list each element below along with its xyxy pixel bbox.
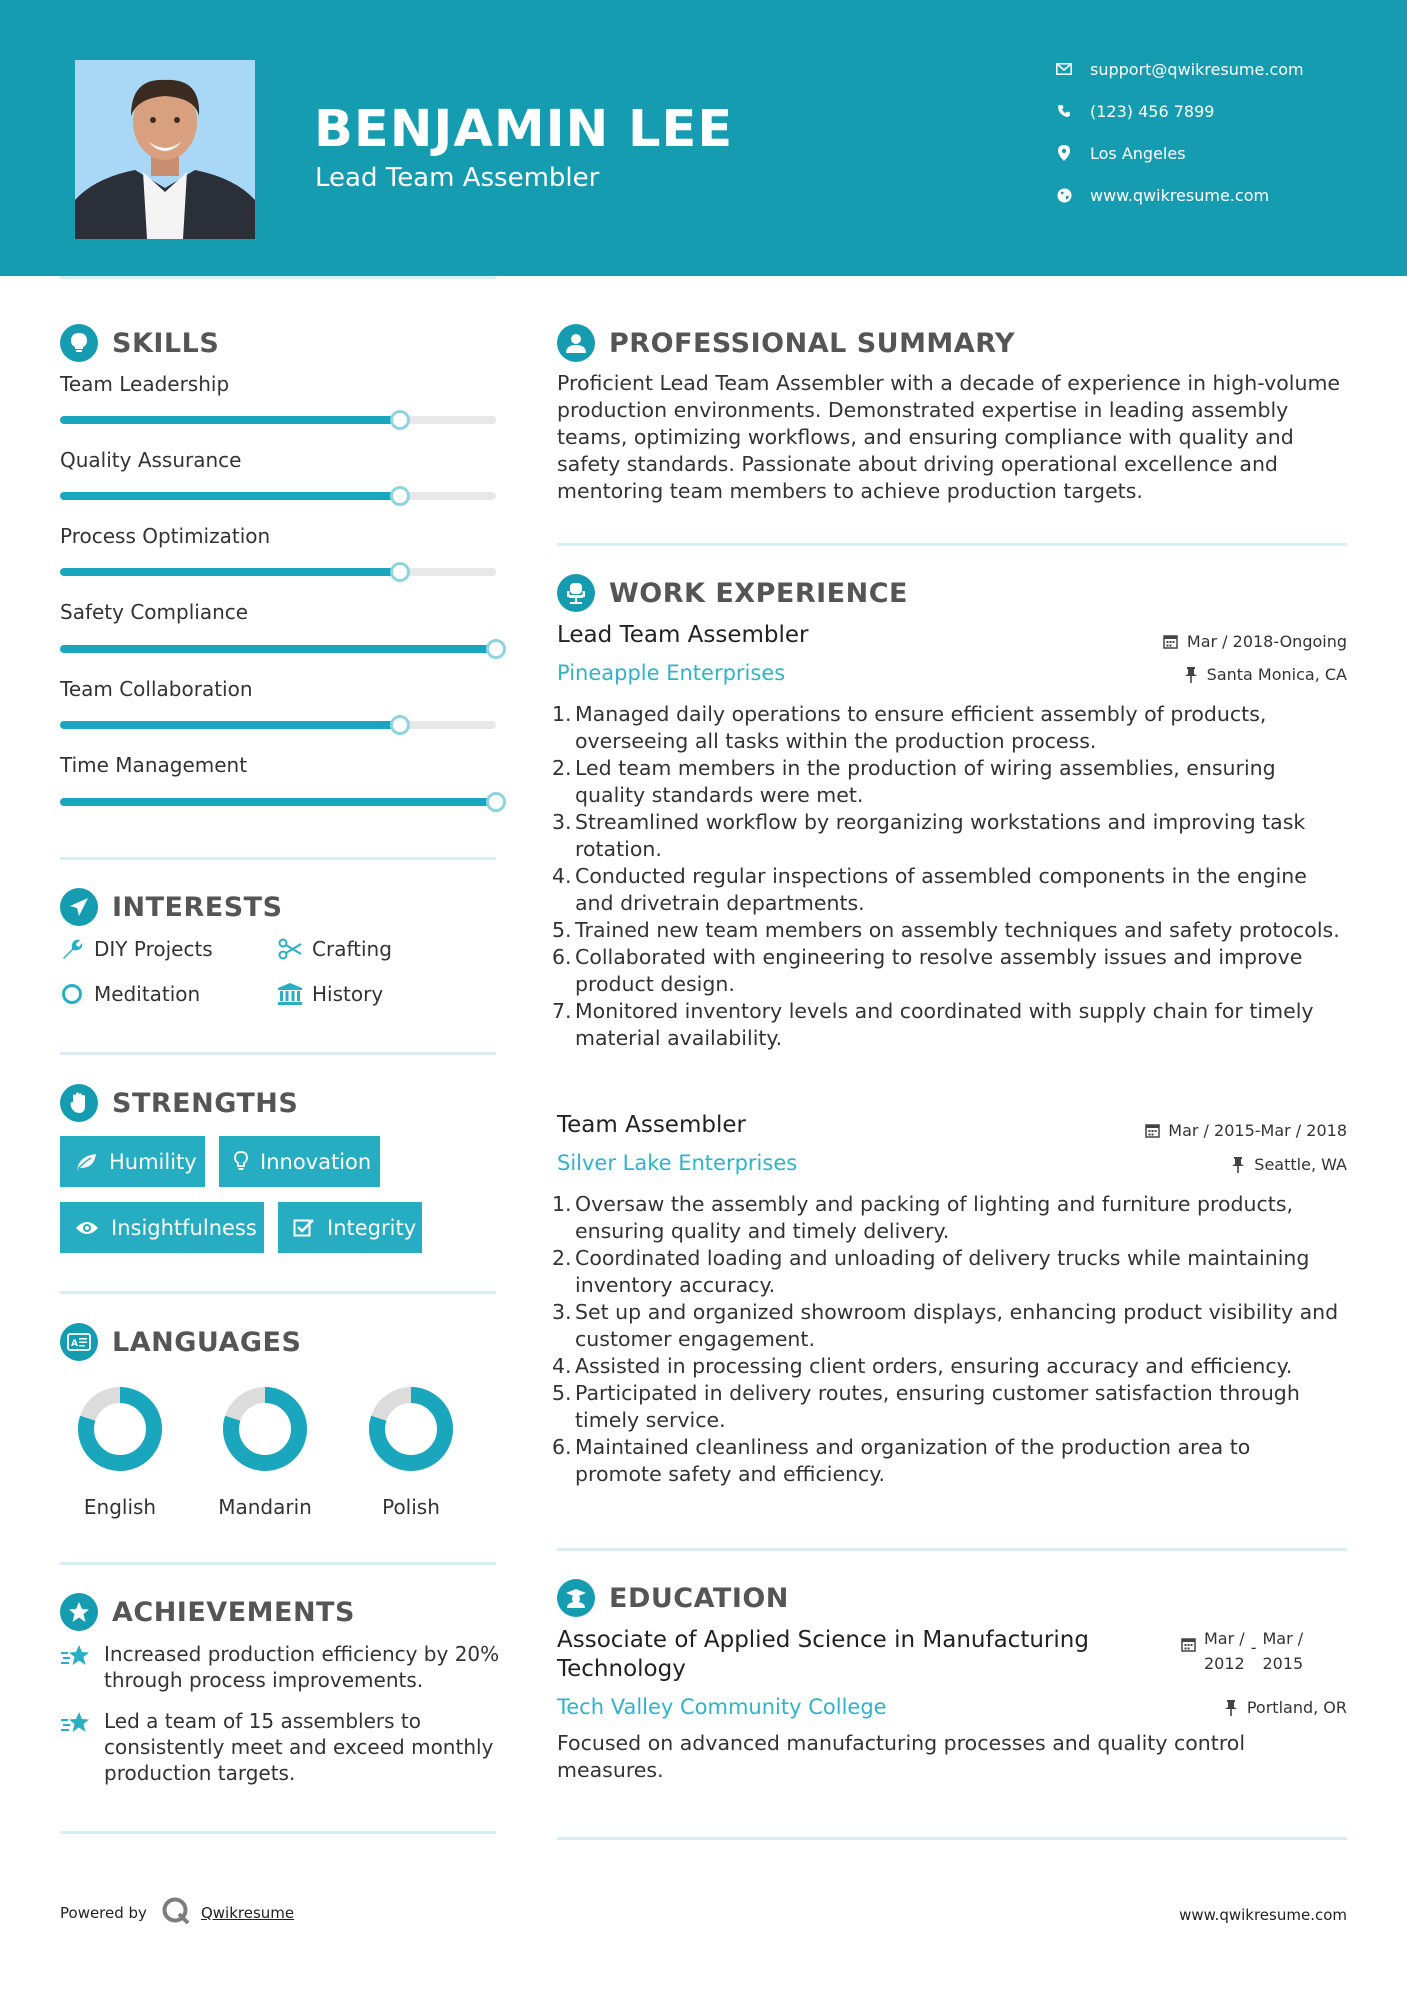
language-item (215, 1385, 315, 1519)
job-location (1230, 1155, 1347, 1174)
achievement-text: Increased production efficiency by 20% through process improvements. (104, 1642, 500, 1692)
list-item-text: Conducted regular inspections of assembled components in the engine and drivetrain departments. (575, 864, 1307, 915)
strengths-divider (60, 1291, 496, 1294)
job-company: Silver Lake Enterprises (557, 1151, 798, 1175)
experience-divider (557, 1548, 1347, 1551)
job-date-text: Mar / 2015-Mar / 2018 (1168, 1121, 1347, 1140)
achievement-text: Led a team of 15 assemblers to consistently meet and exceed monthly production targets. (104, 1709, 494, 1785)
skill-label: Team Leadership (60, 372, 230, 396)
list-item-text: Coordinated loading and unloading of delivery trucks while maintaining inventory accuracy. (575, 1246, 1310, 1297)
skill-bar-fill (60, 568, 400, 576)
skill-bar (60, 798, 496, 806)
education-title: EDUCATION (609, 1582, 789, 1614)
achievement-item (60, 1708, 500, 1786)
calendar-icon (1144, 1123, 1160, 1139)
languages-title: LANGUAGES (112, 1326, 302, 1358)
job-title: Lead Team Assembler (557, 622, 809, 648)
list-item: 2. Coordinated loading and unloading of delivery trucks while maintaining inventory accuracy. (552, 1245, 1342, 1299)
candidate-role: Lead Team Assembler (315, 163, 600, 193)
list-item: 2. Led team members in the production of wiring assemblies, ensuring quality standards were met. (552, 755, 1342, 809)
skill-label: Safety Compliance (60, 600, 249, 624)
skill-label: Team Collaboration (60, 677, 253, 701)
strength-tag (60, 1136, 205, 1187)
experience-title: WORK EXPERIENCE (609, 577, 908, 609)
language-icon (60, 1323, 98, 1361)
pushpin-icon (1230, 1157, 1246, 1173)
interests-heading (60, 888, 283, 926)
skill-bar (60, 568, 496, 576)
language-donut (76, 1385, 164, 1473)
summary-divider (557, 543, 1347, 546)
job-date-text: Mar / 2018-Ongoing (1186, 632, 1347, 651)
list-item-text: Collaborated with engineering to resolve assembly issues and improve product design. (575, 945, 1303, 996)
strength-label: Humility (109, 1149, 197, 1174)
list-item-text: Monitored inventory levels and coordinated with supply chain for timely material availability. (575, 999, 1314, 1050)
interests-title: INTERESTS (112, 891, 283, 923)
job-date (1144, 1121, 1347, 1140)
list-item-text: Maintained cleanliness and organization of the production area to promote safety and efficiency. (575, 1435, 1251, 1486)
education-start (1204, 1626, 1245, 1676)
strength-label: Insightfulness (111, 1215, 257, 1240)
qwikresume-link[interactable]: Qwikresume (200, 1904, 295, 1922)
left-column-top-divider (60, 276, 496, 279)
education-location-text: Portland, OR (1246, 1698, 1347, 1717)
language-donut (221, 1385, 309, 1473)
interest-label: Crafting (312, 937, 392, 961)
skill-bar (60, 645, 496, 653)
qwikresume-logo-icon (161, 1896, 191, 1930)
skill-bar-fill (60, 492, 400, 500)
education-start-month: Mar / (1204, 1629, 1245, 1648)
education-school: Tech Valley Community College (557, 1695, 887, 1719)
candidate-name: BENJAMIN LEE (314, 100, 734, 159)
education-date-separator: - (1250, 1638, 1257, 1657)
strength-label: Innovation (260, 1149, 372, 1174)
list-item: 3. Set up and organized showroom displays, enhancing product visibility and customer engagement. (552, 1299, 1342, 1353)
interest-label: Meditation (94, 982, 201, 1006)
circle-icon (60, 982, 84, 1006)
pushpin-icon (1223, 1700, 1239, 1716)
achievements-title: ACHIEVEMENTS (112, 1596, 355, 1628)
interest-item (278, 937, 392, 961)
summary-heading (557, 324, 1015, 362)
strengths-title: STRENGTHS (112, 1087, 299, 1119)
achievement-item (60, 1641, 500, 1693)
skills-divider (60, 857, 496, 860)
list-item-text: Streamlined workflow by reorganizing workstations and improving task rotation. (575, 810, 1306, 861)
summary-title: PROFESSIONAL SUMMARY (609, 327, 1016, 359)
phone-icon (1055, 102, 1073, 120)
list-item: 5. Trained new team members on assembly techniques and safety protocols. (552, 918, 1340, 942)
languages-heading (60, 1323, 301, 1361)
list-item-text: Assisted in processing client orders, ensuring accuracy and efficiency. (575, 1354, 1293, 1378)
checkbox-icon (293, 1216, 315, 1240)
job-location-text: Santa Monica, CA (1206, 665, 1347, 684)
list-item: 6. Collaborated with engineering to resolve assembly issues and improve product design. (552, 944, 1342, 998)
list-item-text: Trained new team members on assembly techniques and safety protocols. (575, 918, 1340, 942)
calendar-icon (1163, 634, 1179, 650)
list-item-text: Oversaw the assembly and packing of lighting and furniture products, ensuring quality and timely delivery. (575, 1192, 1294, 1243)
wrench-icon (60, 937, 84, 961)
contact-email[interactable] (1055, 54, 1304, 84)
job-company: Pineapple Enterprises (557, 661, 786, 685)
strength-label: Integrity (327, 1215, 417, 1240)
footer-website[interactable]: www.qwikresume.com (1179, 1906, 1347, 1924)
job-date (1163, 632, 1347, 651)
interest-item (60, 937, 213, 961)
eye-icon (75, 1216, 99, 1240)
skills-title: SKILLS (112, 327, 220, 359)
list-item-text: Managed daily operations to ensure efficient assembly of products, overseeing all tasks within the production process. (575, 702, 1267, 753)
language-donut (367, 1385, 455, 1473)
contact-location (1055, 138, 1186, 168)
contact-location-text: Los Angeles (1090, 143, 1186, 163)
list-item: 5. Participated in delivery routes, ensuring customer satisfaction through timely service. (552, 1380, 1342, 1434)
interests-divider (60, 1052, 496, 1055)
scissors-icon (278, 937, 302, 961)
language-label: English (83, 1495, 157, 1519)
resume-header (0, 0, 1407, 276)
education-end-month: Mar / (1262, 1629, 1304, 1648)
summary-text: Proficient Lead Team Assembler with a decade of experience in high-volume production environments. Demonstrated expertise in leading assembly teams, optimizing workflows, and ensuring compliance with quality and safety standards. Passionate about driving operational excellence and mentoring team members to achieve production targets. (557, 371, 1341, 503)
envelope-icon (1055, 60, 1073, 78)
job-location (1183, 665, 1347, 684)
list-item-text: Set up and organized showroom displays, enhancing product visibility and customer engagement. (575, 1300, 1339, 1351)
star-badge-icon (60, 1593, 98, 1631)
contact-website[interactable] (1055, 180, 1269, 210)
education-start-year: 2012 (1204, 1654, 1245, 1673)
skill-bar-knob (390, 562, 410, 582)
language-item (70, 1385, 170, 1519)
interest-item (60, 982, 200, 1006)
footer-powered-by (60, 1896, 294, 1930)
chair-icon (557, 574, 595, 612)
list-item: 3. Streamlined workflow by reorganizing workstations and improving task rotation. (552, 809, 1342, 863)
language-item (361, 1385, 461, 1519)
museum-icon (278, 982, 302, 1006)
skill-label: Process Optimization (60, 524, 271, 548)
job-responsibilities (552, 1191, 1342, 1488)
skill-bar-knob (390, 486, 410, 506)
skill-bar-fill (60, 721, 400, 729)
globe-icon (1055, 186, 1073, 204)
skill-bar (60, 416, 496, 424)
skill-label: Time Management (60, 753, 248, 777)
hand-icon (60, 1084, 98, 1122)
list-item: 1. Managed daily operations to ensure efficient assembly of products, overseeing all tasks within the production process. (552, 701, 1342, 755)
strength-tag (278, 1202, 422, 1253)
contact-phone[interactable] (1055, 96, 1214, 126)
pushpin-icon (1183, 667, 1199, 683)
skill-bar (60, 492, 496, 500)
education-divider (557, 1837, 1347, 1840)
experience-heading (557, 574, 908, 612)
education-degree: Associate of Applied Science in Manufacturing Technology (557, 1627, 1089, 1682)
lightbulb-icon (234, 1150, 248, 1174)
education-end-year: 2015 (1262, 1654, 1304, 1673)
achievements-divider (60, 1831, 496, 1834)
interest-label: History (312, 982, 384, 1006)
paper-plane-icon (60, 888, 98, 926)
list-item: 1. Oversaw the assembly and packing of lighting and furniture products, ensuring quality and timely delivery. (552, 1191, 1342, 1245)
skill-bar-fill (60, 645, 496, 653)
svg-text:A: A (71, 1339, 78, 1349)
map-pin-icon (1055, 144, 1073, 162)
graduate-icon (557, 1579, 595, 1617)
skill-bar-knob (486, 792, 506, 812)
skill-bar (60, 721, 496, 729)
achievements-heading (60, 1593, 355, 1631)
contact-website-text: www.qwikresume.com (1090, 185, 1270, 205)
language-label: Mandarin (218, 1495, 312, 1519)
list-item-text: Participated in delivery routes, ensuring customer satisfaction through timely service. (575, 1381, 1300, 1432)
user-icon (557, 324, 595, 362)
lightbulb-icon (60, 324, 98, 362)
skill-label: Quality Assurance (60, 448, 242, 472)
list-item: 4. Conducted regular inspections of assembled components in the engine and drivetrain departments. (552, 863, 1342, 917)
languages-divider (60, 1562, 496, 1565)
job-responsibilities (552, 701, 1342, 1052)
powered-by-text: Powered by (60, 1904, 147, 1922)
skill-bar-fill (60, 416, 400, 424)
calendar-icon (1180, 1636, 1196, 1652)
contact-phone-text: (123) 456 7899 (1090, 101, 1215, 121)
profile-photo (75, 60, 255, 239)
strengths-heading (60, 1084, 298, 1122)
skills-heading (60, 324, 219, 362)
education-date (1180, 1626, 1303, 1676)
contact-email-text: support@qwikresume.com (1090, 59, 1304, 79)
education-location (1223, 1698, 1347, 1717)
leaf-icon (75, 1150, 97, 1174)
language-label: Polish (382, 1495, 440, 1519)
education-end (1263, 1626, 1304, 1676)
strength-tag (60, 1202, 264, 1253)
job-title: Team Assembler (557, 1112, 746, 1138)
skill-bar-knob (486, 639, 506, 659)
skill-bar-knob (390, 410, 410, 430)
list-item: 6. Maintained cleanliness and organization of the production area to promote safety and efficiency. (552, 1434, 1342, 1488)
education-heading (557, 1579, 789, 1617)
skill-bar-knob (390, 715, 410, 735)
interest-item (278, 982, 383, 1006)
job-location-text: Seattle, WA (1254, 1155, 1347, 1174)
list-item-text: Led team members in the production of wiring assemblies, ensuring quality standards were met. (575, 756, 1276, 807)
strength-tag (219, 1136, 380, 1187)
list-item: 7. Monitored inventory levels and coordinated with supply chain for timely material availability. (552, 998, 1342, 1052)
education-description: Focused on advanced manufacturing processes and quality control measures. (557, 1731, 1246, 1782)
skill-bar-fill (60, 798, 496, 806)
shooting-star-icon (60, 1641, 94, 1693)
list-item: 4. Assisted in processing client orders, ensuring accuracy and efficiency. (552, 1354, 1293, 1378)
shooting-star-icon (60, 1708, 94, 1786)
interest-label: DIY Projects (94, 937, 213, 961)
